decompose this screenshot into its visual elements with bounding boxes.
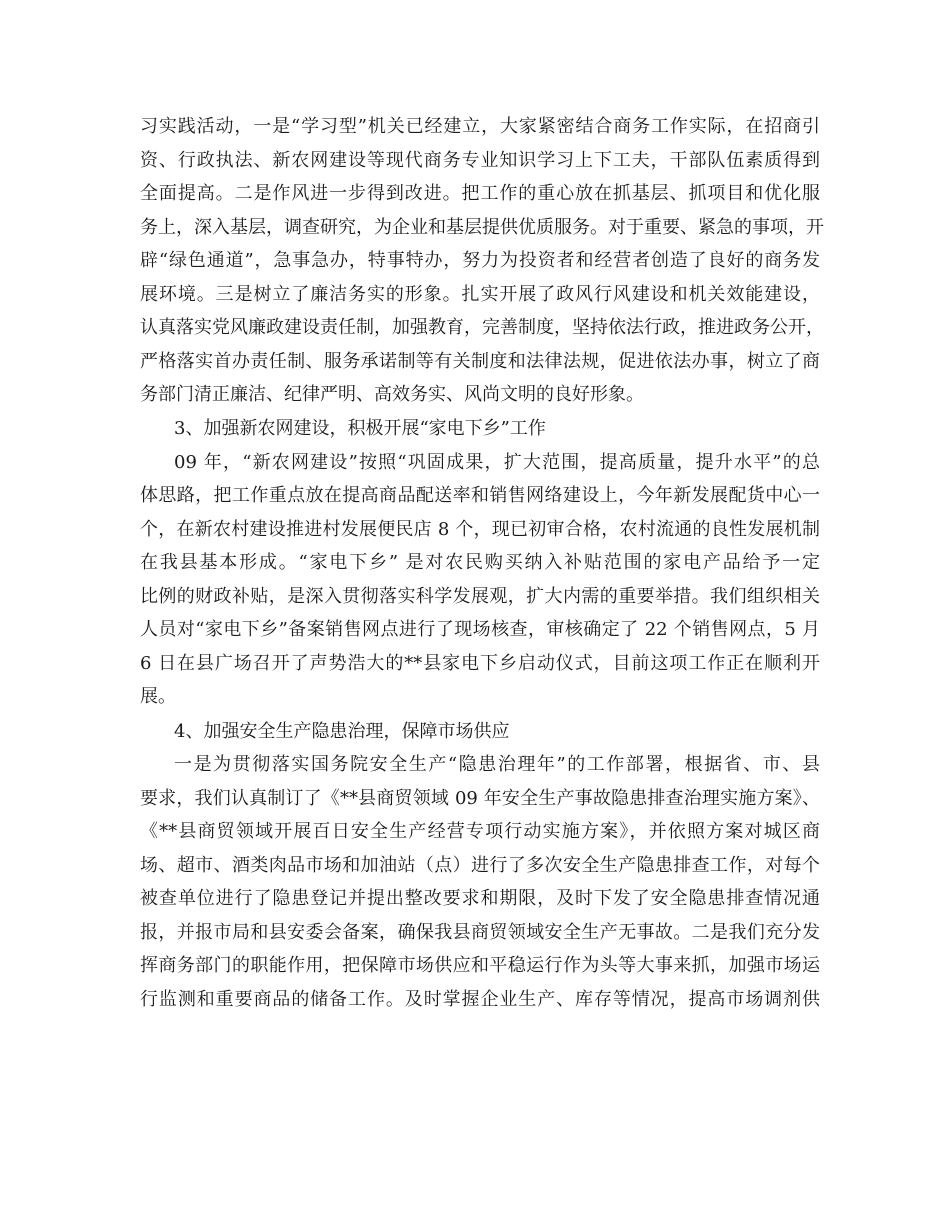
- text-line: 务上，深入基层，调查研究，为企业和基层提供优质服务。对于重要、紧急的事项，开: [140, 217, 824, 238]
- section-heading-4: 4、加强安全生产隐患治理，保障市场供应: [174, 721, 510, 742]
- text-line: 报，并报市局和县安委会备案，确保我县商贸领域安全生产无事故。二是我们充分发: [140, 922, 820, 943]
- text-line: 辟“绿色通道”，急事急办，特事特办，努力为投资者和经营者创造了良好的商务发: [140, 250, 820, 271]
- text-line: 在我县基本形成。“家电下乡” 是对农民购买纳入补贴范围的家电产品给予一定: [140, 552, 820, 573]
- section-heading-3: 3、加强新农网建设，积极开展“家电下乡”工作: [174, 418, 546, 439]
- text-line: 场、超市、酒类肉品市场和加油站（点）进行了多次安全生产隐患排查工作，对每个: [140, 855, 820, 876]
- text-line: 全面提高。二是作风进一步得到改进。把工作的重心放在抓基层、抓项目和优化服: [140, 183, 820, 204]
- text-line: 体思路，把工作重点放在提高商品配送率和销售网络建设上，今年新发展配货中心一: [140, 485, 820, 506]
- text-line: 挥商务部门的职能作用，把保障市场供应和平稳运行作为头等大事来抓，加强市场运: [140, 955, 820, 976]
- text-line: 个，在新农村建设推进村发展便民店 8 个，现已初审合格，农村流通的良性发展机制: [140, 519, 820, 540]
- text-line: 认真落实党风廉政建设责任制，加强教育，完善制度，坚持依法行政，推进政务公开，: [140, 317, 824, 338]
- text-line: 展环境。三是树立了廉洁务实的形象。扎实开展了政风行风建设和机关效能建设，: [140, 284, 820, 305]
- text-line: 行监测和重要商品的储备工作。及时掌握企业生产、库存等情况，提高市场调剂供: [140, 989, 820, 1010]
- text-line: 要求，我们认真制订了《**县商贸领域 09 年安全生产事故隐患排查治理实施方案》、: [140, 788, 820, 809]
- text-line: 一是为贯彻落实国务院安全生产“隐患治理年”的工作部署，根据省、市、县: [174, 754, 820, 775]
- text-line: 09 年，“新农网建设”按照“巩固成果，扩大范围，提高质量，提升水平”的总: [174, 452, 820, 473]
- text-line: 《**县商贸领域开展百日安全生产经营专项行动实施方案》，并依照方案对城区商: [140, 821, 820, 842]
- text-line: 比例的财政补贴，是深入贯彻落实科学发展观，扩大内需的重要举措。我们组织相关: [140, 586, 820, 607]
- text-line: 被查单位进行了隐患登记并提出整改要求和期限，及时下发了安全隐患排查情况通: [140, 888, 820, 909]
- paragraph-end-line: 展。: [140, 686, 176, 707]
- text-line: 6 日在县广场召开了声势浩大的**县家电下乡启动仪式，目前这项工作正在顺利开: [140, 653, 820, 674]
- paragraph-end-line: 务部门清正廉洁、纪律严明、高效务实、风尚文明的良好形象。: [140, 384, 644, 405]
- text-line: 严格落实首办责任制、服务承诺制等有关制度和法律法规，促进依法办事，树立了商: [140, 351, 820, 372]
- text-line: 习实践活动，一是“学习型”机关已经建立，大家紧密结合商务工作实际，在招商引: [140, 116, 820, 137]
- text-line: 资、行政执法、新农网建设等现代商务专业知识学习上下工夫，干部队伍素质得到: [140, 150, 820, 171]
- text-line: 人员对“家电下乡”备案销售网点进行了现场核查，审核确定了 22 个销售网点，5 月: [140, 619, 820, 640]
